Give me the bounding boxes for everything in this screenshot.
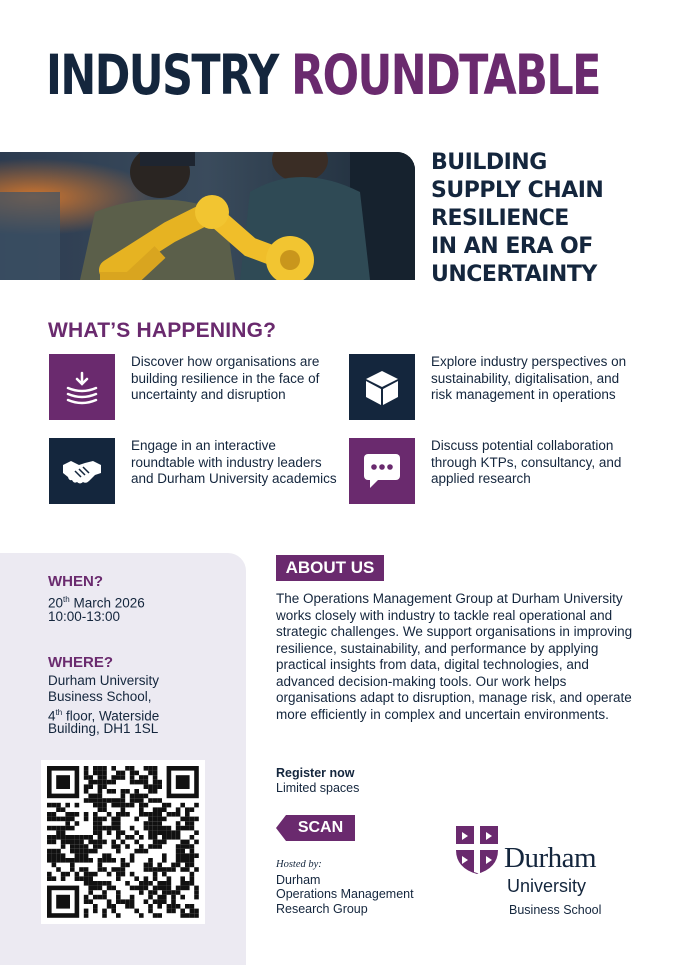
hosted-by-label: Hosted by: <box>276 859 322 870</box>
cube-icon <box>349 354 415 420</box>
host-line: Operations Management <box>276 887 414 901</box>
resilience-layers-icon <box>49 354 115 420</box>
feature-item <box>49 438 339 506</box>
venue-line: Business School, <box>48 689 152 704</box>
crest-icon <box>454 824 500 876</box>
feature-text: Discuss potential collaboration through KTPs, consultancy, and applied research <box>431 438 622 486</box>
subtitle-line: UNCERTAINTY <box>431 262 597 287</box>
venue-line: Durham University <box>48 673 160 688</box>
hosted-by <box>276 858 414 916</box>
feature-text: Explore industry perspectives on sustainability, digitalisation, and risk management in operations <box>431 354 627 402</box>
title-word-industry: INDUSTRY <box>46 43 278 107</box>
feature-item <box>349 354 639 422</box>
limited-spaces: Limited spaces <box>276 781 360 795</box>
subtitle-line: RESILIENCE <box>431 206 569 231</box>
durham-university-logo <box>454 822 644 922</box>
handshake-icon <box>49 438 115 504</box>
host-line: Research Group <box>276 901 368 916</box>
venue-floor: 4th floor, Waterside <box>48 708 160 724</box>
venue-line: Building, DH1 1SL <box>48 721 159 736</box>
subtitle-line: IN AN ERA OF <box>431 234 593 259</box>
logo-business-school: Business School <box>509 903 602 917</box>
event-date: 20th March 2026 <box>48 595 145 611</box>
event-time: 10:00-13:00 <box>48 609 121 624</box>
host-line: Durham <box>276 872 321 887</box>
feature-item <box>349 438 639 506</box>
page-title <box>46 40 600 110</box>
scan-label: SCAN <box>297 819 344 836</box>
event-subtitle <box>431 149 671 289</box>
where-label: WHERE? <box>48 654 113 671</box>
logo-university: University <box>507 876 587 896</box>
logo-durham: Durham <box>504 842 597 874</box>
feature-text: Discover how organisations are building resilience in the face of uncertainty and disruption <box>131 354 320 402</box>
chat-bubble-icon <box>349 438 415 504</box>
scan-tag <box>276 815 355 841</box>
whats-happening-heading: WHAT’S HAPPENING? <box>48 319 277 342</box>
about-us-tag: ABOUT US <box>276 555 384 581</box>
about-us-text: The Operations Management Group at Durham University works closely with industry to tackle real operational and strategic challenges. We support organisations in improving resilience, sustainability, and performance by applying practical insights from data, digital technologies, and advanced decision-making tools. Our work helps organisations adapt to disruption, manage risk, and operate more efficiently in complex and uncertain environments. <box>276 591 633 722</box>
title-word-roundtable: ROUNDTABLE <box>291 43 600 107</box>
hero-image <box>0 152 415 280</box>
subtitle-line: BUILDING <box>431 150 547 175</box>
subtitle-line: SUPPLY CHAIN <box>431 178 604 203</box>
when-label: WHEN? <box>48 573 103 590</box>
register-now: Register now <box>276 766 355 780</box>
feature-item <box>49 354 339 422</box>
register-info <box>276 766 359 796</box>
qr-code[interactable] <box>41 760 205 924</box>
feature-text: Engage in an interactive roundtable with industry leaders and Durham University academics <box>131 438 337 486</box>
